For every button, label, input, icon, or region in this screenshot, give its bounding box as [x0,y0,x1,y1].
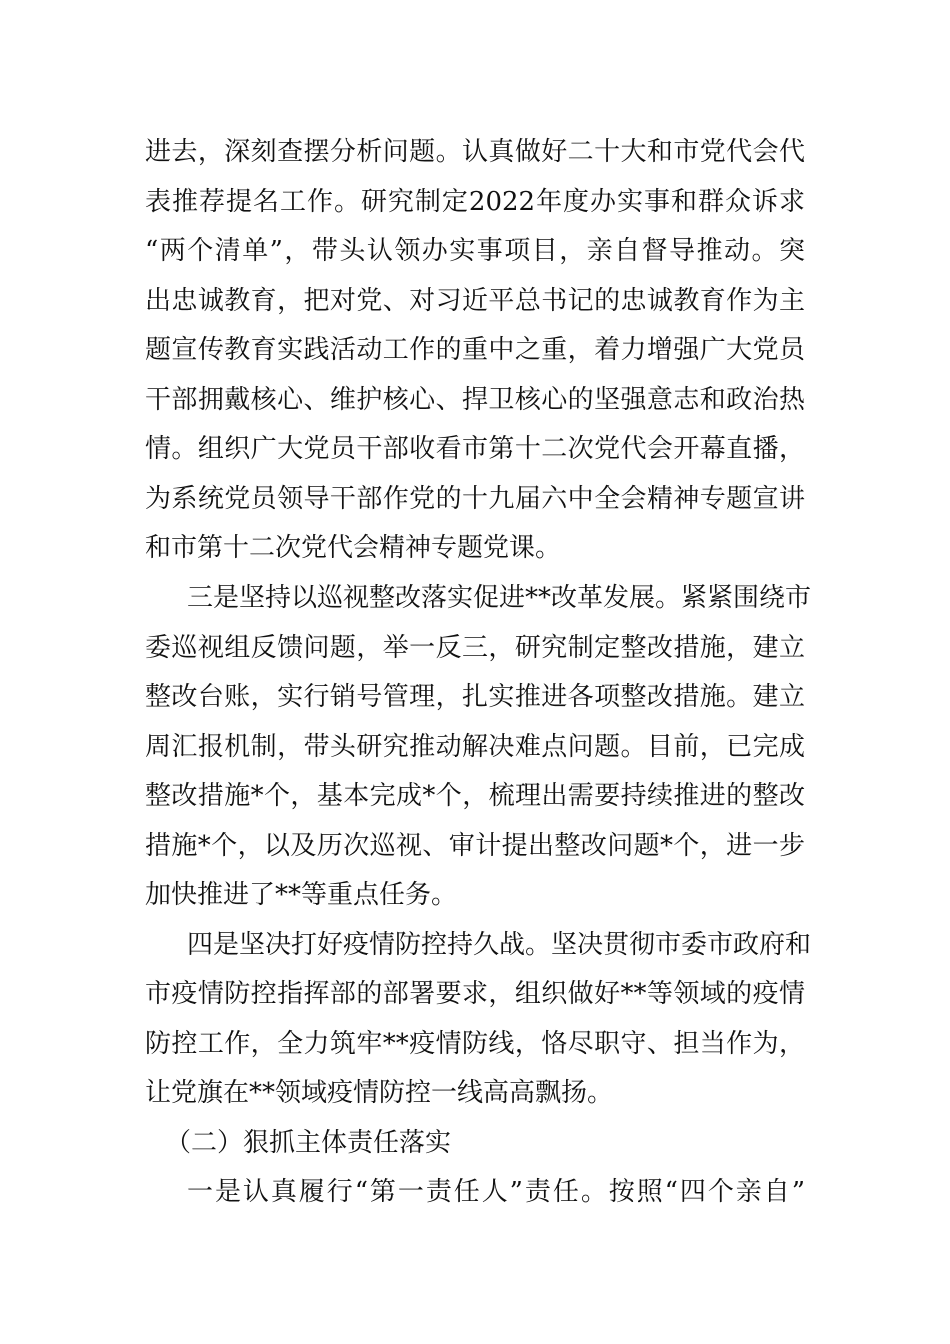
text-line: 干部拥戴核心、维护核心、捍卫核心的坚强意志和政治热 [145,385,805,415]
text-line: 情。组织广大党员干部收看市第十二次党代会开幕直播， [145,434,805,464]
text-line: 市疫情防控指挥部的部署要求，组织做好**等领域的疫情 [145,979,805,1009]
text-line: 加快推进了**等重点任务。 [145,880,458,910]
text-line: 表推荐提名工作。研究制定2022年度办实事和群众诉求 [145,187,805,217]
text-line: 出忠诚教育，把对党、对习近平总书记的忠诚教育作为主 [145,286,805,316]
text-line: “两个清单”，带头认领办实事项目，亲自督导推动。突 [145,236,805,266]
text-line: 为系统党员领导干部作党的十九届六中全会精神专题宣讲 [145,484,805,514]
text-line: 周汇报机制，带头研究推动解决难点问题。目前，已完成 [145,732,805,762]
text-line: 一是认真履行“第一责任人”责任。按照“四个亲自” [187,1177,805,1207]
text-line: 防控工作，全力筑牢**疫情防线，恪尽职守、担当作为， [145,1029,805,1059]
text-line: 整改台账，实行销号管理，扎实推进各项整改措施。建立 [145,682,805,712]
text-line: 让党旗在**领域疫情防控一线高高飘扬。 [145,1078,614,1108]
text-line: 题宣传教育实践活动工作的重中之重，着力增强广大党员 [145,335,805,365]
section-heading: （二）狠抓主体责任落实 [165,1128,452,1158]
text-line: 四是坚决打好疫情防控持久战。坚决贯彻市委市政府和 [187,930,812,960]
text-line: 委巡视组反馈问题，举一反三，研究制定整改措施，建立 [145,633,805,663]
text-line: 整改措施*个，基本完成*个，梳理出需要持续推进的整改 [145,781,805,811]
text-line: 进去，深刻查摆分析问题。认真做好二十大和市党代会代 [145,137,805,167]
text-line: 和市第十二次党代会精神专题党课。 [145,533,562,563]
text-line: 措施*个，以及历次巡视、审计提出整改问题*个，进一步 [145,831,805,861]
text-line: 三是坚持以巡视整改落实促进**改革发展。紧紧围绕市 [187,583,812,613]
